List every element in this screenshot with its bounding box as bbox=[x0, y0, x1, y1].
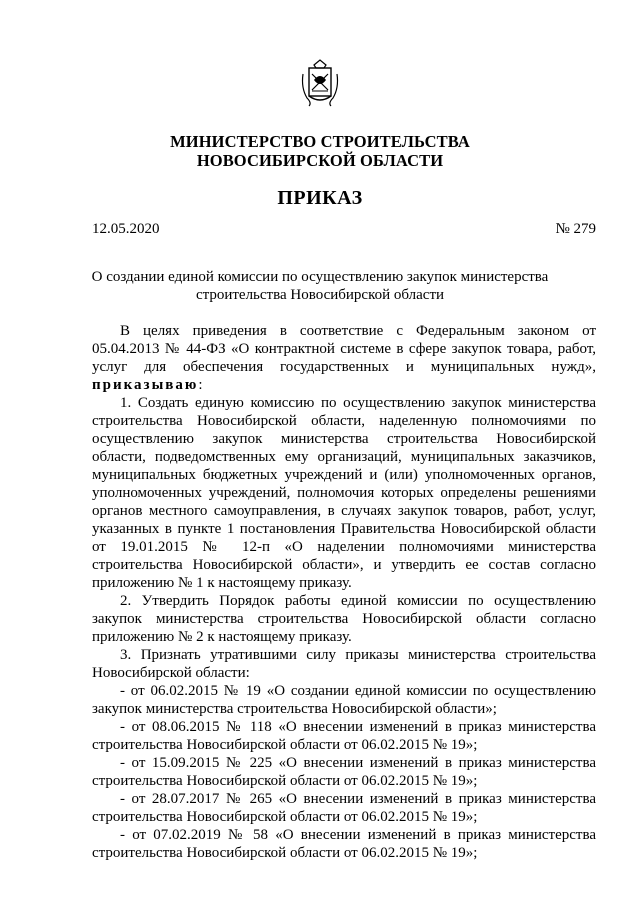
body-line: закупок министерства строительства Новосибирской области согласно bbox=[92, 611, 596, 627]
list-item-line: строительства Новосибирской области от 06.02.2015 № 19»; bbox=[92, 773, 478, 789]
list-item-line: - от 06.02.2015 № 19 «О создании единой комиссии по осуществлению bbox=[120, 683, 596, 699]
list-item-line: - от 08.06.2015 № 118 «О внесении изменений в приказ министерства bbox=[120, 719, 596, 735]
ministry-line-1: МИНИСТЕРСТВО СТРОИТЕЛЬСТВА bbox=[170, 132, 470, 151]
body-line: указанных в пункте 1 постановления Правительства Новосибирской области bbox=[92, 521, 596, 537]
body-line: муниципальных бюджетных учреждений и (или) уполномоченных органов, bbox=[92, 467, 596, 483]
body-line: Новосибирской области: bbox=[92, 665, 250, 681]
list-item-line: закупок министерства строительства Новосибирской области»; bbox=[92, 701, 497, 717]
subject-line-2: строительства Новосибирской области bbox=[195, 287, 445, 303]
body-line: приложению № 2 к настоящему приказу. bbox=[92, 629, 352, 645]
body-line: строительства Новосибирской области, наделенную полномочиями по bbox=[92, 413, 596, 429]
list-item-line: строительства Новосибирской области от 06.02.2015 № 19»; bbox=[92, 845, 478, 861]
body-line: строительства Новосибирской области», и утвердить ее состав согласно bbox=[92, 557, 596, 573]
body-line: 1. Создать единую комиссию по осуществлению закупок министерства bbox=[120, 395, 596, 411]
body-line: В целях приведения в соответствие с Федеральным законом от bbox=[120, 323, 596, 339]
list-item-line: - от 15.09.2015 № 225 «О внесении изменений в приказ министерства bbox=[120, 755, 596, 771]
coat-of-arms-icon bbox=[300, 58, 340, 108]
document-body: В целях приведения в соответствие с Федеральным законом от 05.04.2013 № 44-ФЗ «О контрактной системе в сфере закупок товара, работ, услуг для обеспечения государственных и муниципальных нужд», приказываю: 1. Создать единую комиссию по осуществлению закупок министерства строительства Новосибирской области, наделенную полномочиями по осуществлению закупок министерства строительства Новосибирской области, подведомственных ему организаций, муниципальных заказчиков, муниципальных бюджетных учреждений и (или) уполномоченных органов, уполномоченных учреждений, полномочия которых определены решениями органов местного самоуправления, в случаях закупок товаров, работ, услуг, указанных в пункте 1 постановления Правительства Новосибирской области от 19.01.2015 № 12-п «О наделении полномочиями министерства строительства Новосибирской области», и утвердить ее состав согласно приложению № 1 к настоящему приказу. 2. Утвердить Порядок работы единой комиссии по осуществлению закупок министерства строительства Новосибирской области согласно приложению № 2 к настоящему приказу. 3. Признать утратившими силу приказы министерства строительства Новосибирской области: - от 06.02.2015 № 19 «О создании единой комиссии по осуществлению закупок министерства строительства Новосибирской области»; - от 08.06.2015 № 118 «О внесении изменений в приказ министерства строительства Новосибирской области от 06.02.2015 № 19»; - от 15.09.2015 № 225 «О внесении изменений в приказ министерства строительства Новосибирской области от 06.02.2015 № 19»; - от 28.07.2017 № 265 «О внесении изменений в приказ министерства строительства Новосибирской области от 06.02.2015 № 19»; - от 07.02.2019 № 58 «О внесении изменений в приказ министерства строительства Новосибирской области от 06.02.2015 № 19»; bbox=[92, 323, 596, 861]
document-date: 12.05.2020 bbox=[92, 221, 160, 237]
subject-line-1: О создании единой комиссии по осуществлению закупок министерства bbox=[91, 269, 549, 285]
body-line: уполномоченных учреждений, полномочия которых определены решениями bbox=[92, 485, 596, 501]
body-line: 3. Признать утратившими силу приказы министерства строительства bbox=[120, 647, 596, 663]
list-item-line: строительства Новосибирской области от 06.02.2015 № 19»; bbox=[92, 737, 478, 753]
body-line: органов местного самоуправления, в случаях закупок товаров, работ, услуг, bbox=[92, 503, 596, 519]
body-line: 05.04.2013 № 44-ФЗ «О контрактной системе в сфере закупок товара, работ, bbox=[92, 341, 596, 357]
document-type: ПРИКАЗ bbox=[277, 187, 363, 209]
document-number: № 279 bbox=[555, 221, 596, 237]
list-item-line: - от 07.02.2019 № 58 «О внесении изменений в приказ министерства bbox=[120, 827, 596, 843]
body-line: осуществлению закупок министерства строительства Новосибирской bbox=[92, 431, 596, 447]
body-line: области, подведомственных ему организаций, муниципальных заказчиков, bbox=[92, 449, 596, 465]
body-line: приложению № 1 к настоящему приказу. bbox=[92, 575, 352, 591]
list-item-line: строительства Новосибирской области от 06.02.2015 № 19»; bbox=[92, 809, 478, 825]
document-subject bbox=[60, 268, 580, 304]
body-line: 2. Утвердить Порядок работы единой комиссии по осуществлению bbox=[120, 593, 596, 609]
ministry-line-2: НОВОСИБИРСКОЙ ОБЛАСТИ bbox=[196, 151, 444, 170]
prikazyvayu-word: приказываю bbox=[92, 377, 199, 393]
list-item-line: - от 28.07.2017 № 265 «О внесении изменений в приказ министерства bbox=[120, 791, 596, 807]
body-line: от 19.01.2015 № 12-п «О наделении полномочиями министерства bbox=[92, 539, 596, 555]
body-line: услуг для обеспечения государственных и муниципальных нужд», bbox=[92, 359, 596, 375]
ministry-name bbox=[0, 132, 640, 170]
